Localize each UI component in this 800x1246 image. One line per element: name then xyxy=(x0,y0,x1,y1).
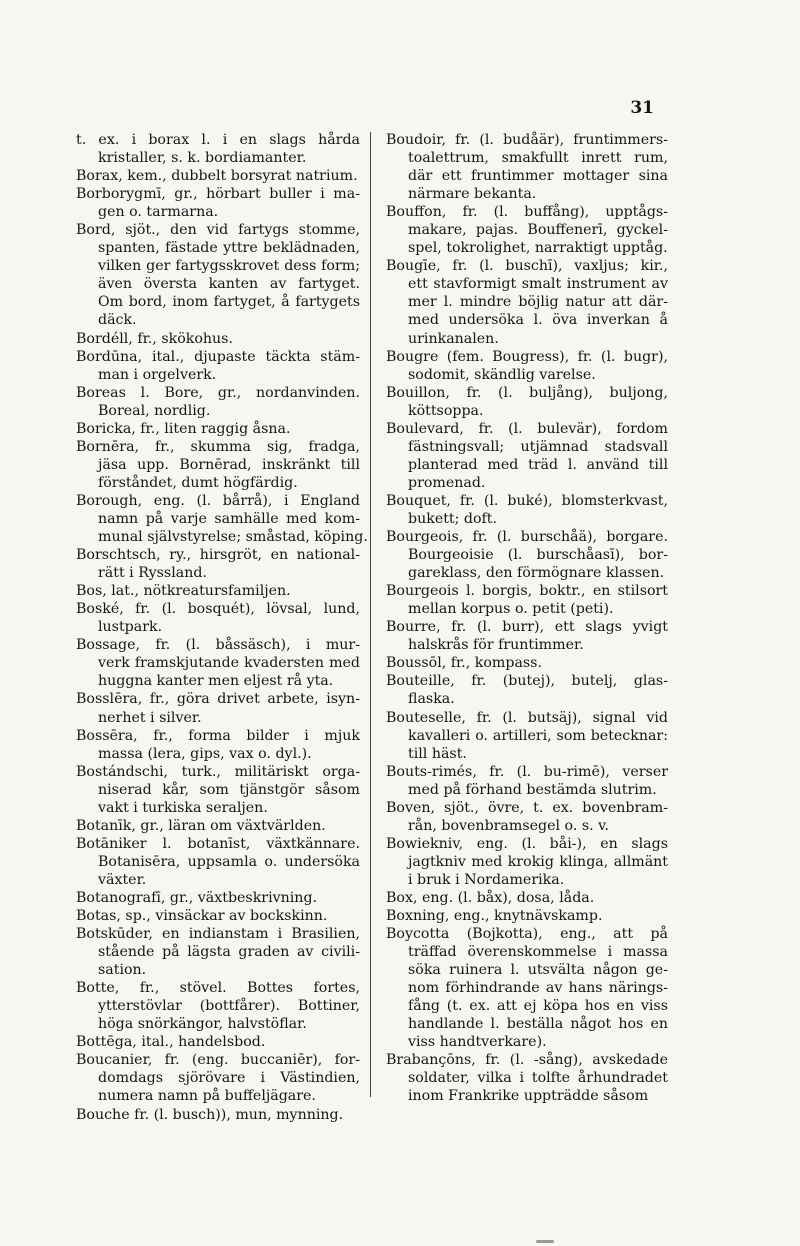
entry-line: namn på varje samhälle med kom- xyxy=(98,510,360,527)
print-smudge xyxy=(536,1240,554,1243)
entry-line: Bordūna, ital., djupaste täckta stäm- xyxy=(76,348,360,365)
entry-line: även översta kanten av fartyget. xyxy=(98,276,360,293)
entry-line: Borough, eng. (l. bårrå), i England xyxy=(76,492,360,509)
entry-line: Bottēga, ital., handelsbod. xyxy=(76,1034,266,1051)
dictionary-entry xyxy=(76,979,360,1033)
entry-line: däck. xyxy=(98,312,137,329)
entry-line: niserad kår, som tjänstgör såsom xyxy=(98,781,360,798)
entry-line: i bruk i Nordamerika. xyxy=(408,871,565,888)
entry-line: till häst. xyxy=(408,745,467,762)
entry-line: Botskūder, en indianstam i Brasilien, xyxy=(76,926,360,943)
dictionary-entry xyxy=(76,221,360,329)
entry-line: Bourre, fr. (l. burr), ett slags yvigt xyxy=(386,619,668,636)
dictionary-entry xyxy=(76,185,360,221)
entry-line: närmare bekanta. xyxy=(408,186,537,203)
entry-line: Boussōl, fr., kompass. xyxy=(386,655,542,672)
entry-line: Botte, fr., stövel. Bottes fortes, xyxy=(76,980,360,997)
entry-line: promenad. xyxy=(408,474,486,491)
dictionary-entry xyxy=(386,654,668,672)
entry-line: ytterstövlar (bottfårer). Bottiner, xyxy=(98,998,360,1015)
entry-line: fästningsvall; utjämnad stadsvall xyxy=(408,438,668,455)
entry-line: Botanīk, gr., läran om växtvärlden. xyxy=(76,817,326,834)
entry-line: halskrås för fruntimmer. xyxy=(408,637,584,654)
entry-line: förståndet, dumt högfärdig. xyxy=(98,474,298,491)
entry-line: numera namn på buffeljägare. xyxy=(98,1088,316,1105)
entry-line: Boulevard, fr. (l. bulevär), fordom xyxy=(386,420,668,437)
entry-line: Bouteselle, fr. (l. butsäj), signal vid xyxy=(386,709,668,726)
dictionary-entry xyxy=(76,907,360,925)
entry-line: Om bord, inom fartyget, å fartygets xyxy=(98,294,360,311)
entry-line: ett stavformigt smalt instrument av xyxy=(408,276,668,293)
dictionary-entry xyxy=(76,925,360,979)
entry-line: makare, pajas. Bouffenerī, gyckel- xyxy=(408,222,668,239)
entry-line: Bossage, fr. (l. båssäsch), i mur- xyxy=(76,637,360,654)
column-divider xyxy=(370,132,371,1097)
entry-line: gareklass, den förmögnare klassen. xyxy=(408,565,665,582)
entry-line: stående på lägsta graden av civili- xyxy=(98,944,360,961)
entry-line: kristaller, s. k. bordiamanter. xyxy=(98,150,307,167)
entry-line: Bourgeoisie (l. burschåasī), bor- xyxy=(408,547,668,564)
entry-line: Botas, sp., vinsäckar av bockskinn. xyxy=(76,908,328,925)
right-column xyxy=(386,131,668,1106)
entry-line: viss handtverkare). xyxy=(408,1034,547,1051)
entry-line: toalettrum, smakfullt inrett rum, xyxy=(408,150,668,167)
entry-line: rätt i Ryssland. xyxy=(98,565,207,582)
entry-line: Bougre (fem. Bougress), fr. (l. bugr), xyxy=(386,348,668,365)
entry-line: jäsa upp. Bornērad, inskränkt till xyxy=(98,456,360,473)
dictionary-entry xyxy=(76,600,360,636)
dictionary-entry xyxy=(386,384,668,420)
entry-line: Bowiekniv, eng. (l. båi-), en slags xyxy=(386,835,668,852)
dictionary-entry xyxy=(386,492,668,528)
entry-line: med på förhand bestämda slutrim. xyxy=(408,781,657,798)
entry-line: planterad med träd l. använd till xyxy=(408,456,668,473)
entry-line: handlande l. beställa något hos en xyxy=(408,1016,668,1033)
entry-line: höga snörkängor, halvstöflar. xyxy=(98,1016,307,1033)
dictionary-entry xyxy=(76,438,360,492)
entry-line: spel, tokrolighet, narraktigt upptåg. xyxy=(408,240,668,257)
dictionary-entry xyxy=(386,672,668,708)
entry-line: man i orgelverk. xyxy=(98,366,217,383)
dictionary-entry xyxy=(386,131,668,203)
entry-line: Boucanier, fr. (eng. buccaniēr), for- xyxy=(76,1052,360,1069)
entry-line: sodomit, skändlig varelse. xyxy=(408,366,596,383)
entry-line: Bord, sjöt., den vid fartygs stomme, xyxy=(76,222,360,239)
dictionary-entry xyxy=(76,690,360,726)
dictionary-entry xyxy=(76,1051,360,1105)
entry-line: t. ex. i borax l. i en slags hårda xyxy=(76,132,360,148)
entry-line: jagtkniv med krokig klinga, allmänt xyxy=(408,853,668,870)
dictionary-entry xyxy=(76,889,360,907)
dictionary-entry xyxy=(386,799,668,835)
entry-line: Borax, kem., dubbelt borsyrat natrium. xyxy=(76,168,358,185)
entry-line: verk framskjutande kvadersten med xyxy=(98,655,360,672)
entry-line: Bostándschi, turk., militäriskt orga- xyxy=(76,763,360,780)
dictionary-entry xyxy=(386,348,668,384)
entry-line: fång (t. ex. att ej köpa hos en viss xyxy=(408,998,668,1015)
entry-line: mer l. mindre böjlig natur att där- xyxy=(408,294,668,311)
entry-line: Bornēra, fr., skumma sig, fradga, xyxy=(76,438,360,455)
dictionary-entry xyxy=(76,835,360,889)
entry-line: Bougīe, fr. (l. buschī), vaxljus; kir., xyxy=(386,258,668,275)
dictionary-entry xyxy=(76,384,360,420)
entry-line: Bossēra, fr., forma bilder i mjuk xyxy=(76,727,360,744)
entry-line: Botāniker l. botanīst, växtkännare. xyxy=(76,835,360,852)
dictionary-entry xyxy=(76,492,368,546)
dictionary-entry xyxy=(76,330,360,348)
entry-line: spanten, fästade yttre beklädnaden, xyxy=(98,240,360,257)
dictionary-entry xyxy=(76,727,360,763)
entry-line: Boské, fr. (l. bosquét), lövsal, lund, xyxy=(76,601,360,618)
dictionary-entry xyxy=(386,582,668,618)
entry-line: flaska. xyxy=(408,691,455,708)
entry-line: Bosslēra, fr., göra drivet arbete, isyn- xyxy=(76,691,360,708)
dictionary-entry xyxy=(76,636,360,690)
entry-line: Botanografī, gr., växtbeskrivning. xyxy=(76,889,318,906)
dictionary-entry xyxy=(76,1106,360,1124)
entry-line: urinkanalen. xyxy=(408,330,499,347)
entry-line: Brabançōns, fr. (l. -sång), avskedade xyxy=(386,1052,668,1069)
dictionary-entry xyxy=(386,889,668,907)
entry-line: vakt i turkiska seraljen. xyxy=(98,799,268,816)
dictionary-entry xyxy=(386,528,668,582)
dictionary-entry xyxy=(386,618,668,654)
entry-line: Bourgeois, fr. (l. burschåä), borgare. xyxy=(386,529,668,546)
entry-line: massa (lera, gips, vax o. dyl.). xyxy=(98,745,312,762)
entry-line: Botanisēra, uppsamla o. undersöka xyxy=(98,853,360,870)
entry-line: Boreas l. Bore, gr., nordanvinden. xyxy=(76,384,360,401)
entry-line: Box, eng. (l. båx), dosa, låda. xyxy=(386,889,595,906)
dictionary-entry xyxy=(386,907,668,925)
entry-line: soldater, vilka i tolfte århundradet xyxy=(408,1070,668,1087)
entry-line: köttsoppa. xyxy=(408,402,484,419)
entry-line: Boycotta (Bojkotta), eng., att på xyxy=(386,926,668,943)
entry-line: gen o. tarmarna. xyxy=(98,204,219,221)
dictionary-entry xyxy=(76,1033,360,1051)
entry-line: Borschtsch, ry., hirsgröt, en national- xyxy=(76,547,360,564)
entry-line: inom Frankrike uppträdde såsom xyxy=(408,1088,649,1105)
entry-line: vilken ger fartygsskrovet dess form; xyxy=(98,258,360,275)
entry-line: Boven, sjöt., övre, t. ex. bovenbram- xyxy=(386,799,668,816)
entry-line: träffad överenskommelse i massa xyxy=(408,944,668,961)
entry-line: Bouts-rimés, fr. (l. bu-rimē), verser xyxy=(386,763,668,780)
entry-line: lustpark. xyxy=(98,619,163,636)
entry-line: kavalleri o. artilleri, som betecknar: xyxy=(408,727,668,744)
entry-line: söka ruinera l. utsvälta någon ge- xyxy=(408,962,668,979)
entry-line: mellan korpus o. petit (peti). xyxy=(408,601,614,618)
page-number: 31 xyxy=(630,98,654,118)
dictionary-entry xyxy=(386,257,668,347)
entry-line: Bordéll, fr., skökohus. xyxy=(76,330,233,347)
dictionary-entry xyxy=(386,925,668,1051)
entry-line: nerhet i silver. xyxy=(98,709,202,726)
entry-line: Boudoir, fr. (l. budåär), fruntimmers- xyxy=(386,132,668,148)
dictionary-entry xyxy=(386,709,668,763)
entry-line: Bouffon, fr. (l. buffång), upptågs- xyxy=(386,204,668,221)
entry-line: Bouillon, fr. (l. buljång), buljong, xyxy=(386,384,668,401)
entry-line: Bouquet, fr. (l. buké), blomsterkvast, xyxy=(386,492,668,509)
entry-line: med undersöka l. öva inverkan å xyxy=(408,312,668,329)
dictionary-entry xyxy=(76,582,360,600)
dictionary-entry xyxy=(76,420,360,438)
dictionary-entry xyxy=(386,835,668,889)
dictionary-entry xyxy=(386,1051,668,1105)
left-column xyxy=(76,131,368,1124)
entry-line: huggna kanter men eljest rå yta. xyxy=(98,673,334,690)
dictionary-entry xyxy=(76,817,360,835)
entry-line: Bos, lat., nötkreatursfamiljen. xyxy=(76,583,291,600)
dictionary-entry xyxy=(76,546,360,582)
entry-line: Bouteille, fr. (butej), butelj, glas- xyxy=(386,673,668,690)
entry-line: Boreal, nordlig. xyxy=(98,402,211,419)
dictionary-entry xyxy=(76,763,360,817)
entry-line: sation. xyxy=(98,962,147,979)
entry-line: Borborygmī, gr., hörbart buller i ma- xyxy=(76,186,360,203)
entry-line: munal självstyrelse; småstad, köping. xyxy=(98,529,368,546)
entry-line: rån, bovenbramsegel o. s. v. xyxy=(408,817,609,834)
dictionary-entry xyxy=(76,167,360,185)
entry-line: Bouche fr. (l. busch)), mun, mynning. xyxy=(76,1106,344,1123)
entry-line: Boricka, fr., liten raggig åsna. xyxy=(76,420,291,437)
entry-line: bukett; doft. xyxy=(408,510,497,527)
dictionary-entry xyxy=(76,131,360,167)
entry-line: där ett fruntimmer mottager sina xyxy=(408,168,668,185)
dictionary-entry xyxy=(386,763,668,799)
entry-line: växter. xyxy=(98,871,147,888)
dictionary-entry xyxy=(386,203,668,257)
entry-line: domdags sjörövare i Västindien, xyxy=(98,1070,360,1087)
entry-line: nom förhindrande av hans närings- xyxy=(408,980,668,997)
entry-line: Bourgeois l. borgis, boktr., en stilsort xyxy=(386,583,668,600)
dictionary-entry xyxy=(386,420,668,492)
entry-line: Boxning, eng., knytnävskamp. xyxy=(386,908,603,925)
dictionary-entry xyxy=(76,348,360,384)
